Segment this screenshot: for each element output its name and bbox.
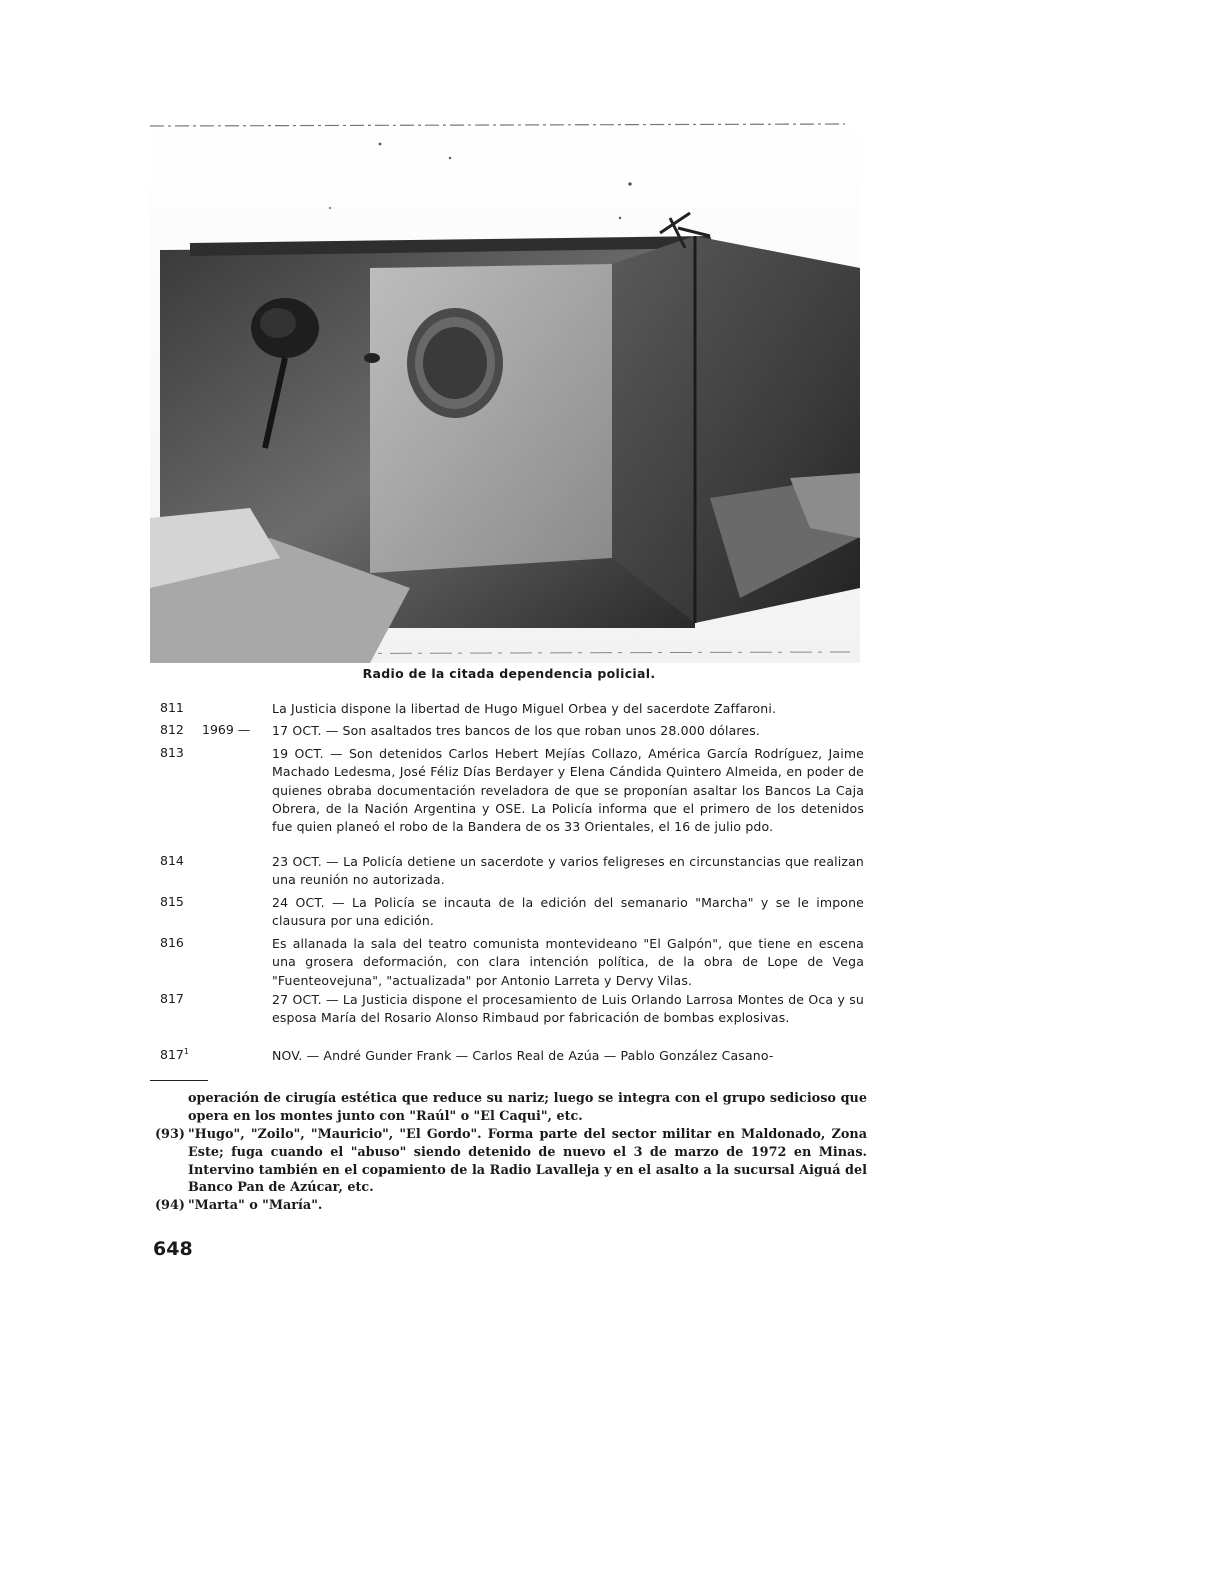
- entry-text: 17 OCT. — Son asaltados tres bancos de los que roban unos 28.000 dólares.: [272, 723, 761, 738]
- entry-text: 23 OCT. — La Policía detiene un sacerdote y varios feligreses en circunstancias que realizan una reunión no autorizada.: [272, 854, 864, 888]
- entry-number: 815: [160, 894, 184, 909]
- entry-superscript: 1: [183, 1047, 189, 1056]
- entry-text: 19 OCT. — Son detenidos Carlos Hebert Mejías Collazo, América García Rodríguez, Jaime Machado Ledesma, José Féliz Días Berdayer y Elena Cándida Quintero Almeida, en poder de quienes obraba documentación reveladora de que se proponían asaltar los Bancos La Caja Obrera, de la Nación Argentina y OSE. La Policía informa que el primero de los detenidos fue quien planeó el robo de la Bandera de os 33 Orientales, el 16 de julio pdo.: [272, 746, 864, 835]
- entry-number: 812: [160, 722, 184, 737]
- entry-text: 27 OCT. — La Justicia dispone el procesamiento de Luis Orlando Larrosa Montes de Oca y su esposa María del Rosario Alonso Rimbaud por fabricación de bombas explosivas.: [272, 992, 864, 1026]
- entry-number: 813: [160, 745, 184, 760]
- entry-text: NOV. — André Gunder Frank — Carlos Real de Azúa — Pablo González Casano-: [272, 1048, 774, 1063]
- entry-text: La Justicia dispone la libertad de Hugo Miguel Orbea y del sacerdote Zaffaroni.: [272, 701, 777, 716]
- entry-number: 811: [160, 700, 184, 715]
- radio-photo: [150, 118, 860, 663]
- footnote-number: (94): [155, 1198, 185, 1213]
- entry-number: $817^1$: [160, 1047, 189, 1063]
- footnote-text: operación de cirugía estética que reduce su nariz; luego se integra con el grupo sedicioso que opera en los montes junto con "Raúl" o "El Caqui", etc.: [188, 1091, 867, 1124]
- entry-text: 24 OCT. — La Policía se incauta de la edición del semanario "Marcha" y se le impone clausura por una edición.: [272, 895, 864, 929]
- entry-number: 817: [160, 991, 184, 1006]
- footnote-93: [155, 1126, 867, 1197]
- entry-year: 1969 —: [202, 722, 251, 737]
- footnote-continuation: [155, 1090, 867, 1126]
- footnote-divider: [150, 1080, 208, 1081]
- entry-text: Es allanada la sala del teatro comunista montevideano "El Galpón", que tiene en escena una grosera deformación, con clara intención política, de la obra de Lope de Vega "Fuenteovejuna", "actualizada" por Antonio Larreta y Dervy Vilas.: [272, 936, 864, 988]
- entry-number: 816: [160, 935, 184, 950]
- footnote-94: [155, 1197, 867, 1215]
- footnote-text: "Marta" o "María".: [188, 1198, 323, 1213]
- page-number: 648: [153, 1238, 193, 1260]
- footnote-number: (93): [155, 1127, 185, 1142]
- entry-number: 814: [160, 853, 184, 868]
- footnote-text: "Hugo", "Zoilo", "Mauricio", "El Gordo". Forma parte del sector militar en Maldonado, Zona Este; fuga cuando el "abuso" siendo detenido de nuevo el 3 de marzo de 1972 en Minas. Intervino también en el copamiento de la Radio Lavalleja y en el asalto a la sucursal Aiguá del Banco Pan de Azúcar, etc.: [188, 1127, 867, 1196]
- photo-caption: Radio de la citada dependencia policial.: [362, 666, 656, 681]
